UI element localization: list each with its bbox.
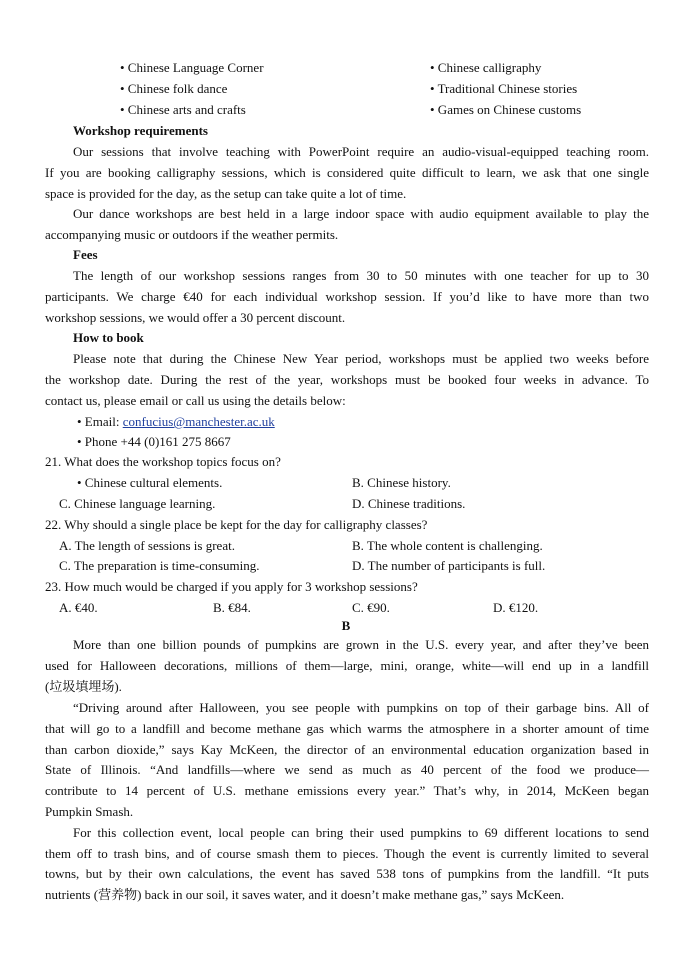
answer-option: C. The preparation is time-consuming. [59,558,260,573]
paragraph-line: participants. We charge €40 for each individual workshop session. If you’d like to have more than two [45,289,649,304]
paragraph-line: towns, but by their own calculations, the event has saved 538 tons of pumpkins from the landfill. “It puts [45,866,649,881]
email-label: • Email: [77,414,123,429]
topic-item: • Chinese arts and crafts [120,102,246,117]
paragraph-line: accompanying music or outdoors if the weather permits. [45,227,339,242]
topic-item: • Chinese calligraphy [430,60,542,75]
topic-item: • Chinese Language Corner [120,60,264,75]
question-options-row [45,493,649,514]
question-options-row [45,555,649,576]
email-link[interactable]: confucius@manchester.ac.uk [122,414,275,429]
paragraph-line: used for Halloween decorations, millions of them—large, mini, orange, white—will end up in a landfill [45,658,649,673]
paragraph-line: The length of our workshop sessions ranges from 30 to 50 minutes with one teacher for up to 30 [73,268,649,283]
paragraph-line: nutrients (营养物) back in our soil, it saves water, and it doesn’t make methane gas,” says McKeen. [45,887,565,902]
answer-option: B. Chinese history. [352,475,451,490]
answer-option: C. €90. [352,600,390,615]
paragraph-line: More than one billion pounds of pumpkins are grown in the U.S. every year, and after they’ve been [73,637,649,652]
paragraph-line: space is provided for the day, as the setup can take quite a lot of time. [45,186,407,201]
requirements-heading: Workshop requirements [73,123,208,138]
contact-phone: • Phone +44 (0)161 275 8667 [77,434,231,449]
answer-option: D. €120. [493,600,539,615]
paragraph-line: Please note that during the Chinese New Year period, workshops must be applied two weeks before [73,351,649,366]
answer-option: B. €84. [213,600,251,615]
answer-option: C. Chinese language learning. [59,496,216,511]
contact-email [77,411,681,432]
question-options-row [45,535,649,556]
paragraph-line: than carbon dioxide,” says Kay McKeen, the director of an environmental education organization based in [45,742,649,757]
answer-option: B. The whole content is challenging. [352,538,543,553]
booking-heading: How to book [73,330,144,345]
paragraph-line: Pumpkin Smash. [45,804,134,819]
answer-option: A. €40. [59,600,98,615]
paragraph-line: (垃圾填埋场). [45,679,122,694]
answer-option: A. The length of sessions is great. [59,538,235,553]
paragraph-line: Our sessions that involve teaching with PowerPoint require an audio-visual-equipped teaching room. [73,144,649,159]
question-stem: 21. What does the workshop topics focus on? [45,454,281,469]
paragraph-line: workshop sessions, we would offer a 30 percent discount. [45,310,346,325]
paragraph-line: For this collection event, local people can bring their used pumpkins to 69 different locations to send [73,825,649,840]
paragraph-line: Our dance workshops are best held in a large indoor space with audio equipment available to play the [73,206,649,221]
paragraph-line: that will go to a landfill and become methane gas which warms the atmosphere in a shorter amount of time [45,721,649,736]
paragraph-line: If you are booking calligraphy sessions, which is considered quite difficult to learn, we ask that one single [45,165,649,180]
fees-heading: Fees [73,247,98,262]
question-stem: 22. Why should a single place be kept for the day for calligraphy classes? [45,517,428,532]
question-options-row [45,472,649,493]
paragraph-line: the workshop date. During the rest of the year, workshops must be booked four weeks in advance. To [45,372,649,387]
answer-option: D. Chinese traditions. [352,496,466,511]
topic-item: • Chinese folk dance [120,81,228,96]
paragraph-line: State of Illinois. “And landfills—where we send as much as 40 percent of the food we produce— [45,762,649,777]
answer-option: D. The number of participants is full. [352,558,546,573]
section-heading: B [341,618,351,633]
topic-item: • Traditional Chinese stories [430,81,578,96]
question-stem: 23. How much would be charged if you apply for 3 workshop sessions? [45,579,418,594]
paragraph-line: them off to trash bins, and of course smash them to pieces. Though the event is currently limited to several [45,846,649,861]
topic-item: • Games on Chinese customs [430,102,582,117]
paragraph-line: contact us, please email or call us using the details below: [45,393,346,408]
paragraph-line: “Driving around after Halloween, you see people with pumpkins on top of their garbage bins. All of [73,700,649,715]
paragraph-line: contribute to 14 percent of U.S. methane emissions every year.” That’s why, in 2014, McKeen began [45,783,649,798]
answer-option: • Chinese cultural elements. [77,475,223,490]
